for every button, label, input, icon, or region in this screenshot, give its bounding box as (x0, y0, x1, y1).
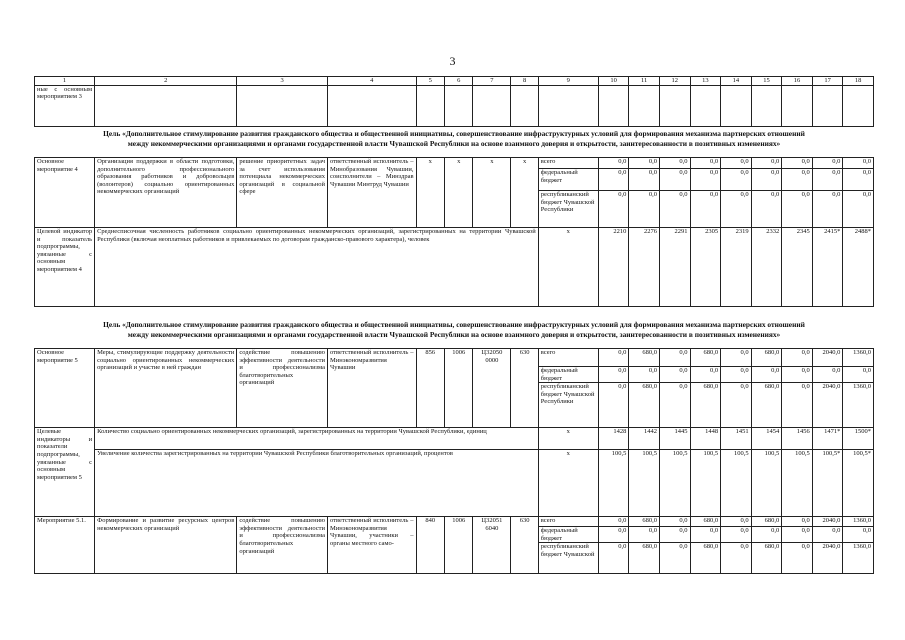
indicator-value: 100,5 (598, 450, 629, 517)
column-number-8: 8 (511, 77, 538, 86)
indicator-value: 2415* (812, 228, 843, 307)
indicator-value: 1442 (629, 428, 660, 450)
funding-value: 0,0 (721, 543, 752, 574)
m51-executor: ответственный исполнитель – Минэкономразвития Чувашии, участники – органы местного само- (328, 517, 417, 574)
funding-value: 680,0 (751, 543, 782, 574)
om5-description: Меры, стимулирующие поддержку деятельности социально ориентированных некоммерческих организаций и участие в ней граждан (95, 349, 237, 428)
indicator-x: x (538, 228, 598, 307)
funding-value: 0,0 (843, 191, 874, 228)
empty-cell (511, 85, 538, 126)
funding-value: 0,0 (782, 367, 813, 383)
program-table-part1 (34, 76, 874, 127)
funding-value: 0,0 (782, 543, 813, 574)
indicator-value: 100,5* (843, 450, 874, 517)
column-number-3: 3 (237, 77, 328, 86)
funding-value: 1360,0 (843, 349, 874, 367)
funding-value: 0,0 (843, 367, 874, 383)
funding-value: 0,0 (812, 367, 843, 383)
om4-result: решение приоритетных задач за счет использования потенциала некоммерческих организаций в социальной сфере (237, 158, 328, 228)
funding-value: 0,0 (721, 349, 752, 367)
funding-value: 0,0 (843, 169, 874, 191)
indicator-value: 2488* (843, 228, 874, 307)
funding-value: 0,0 (598, 517, 629, 527)
program-table-part3 (34, 348, 874, 574)
indicator-value: 1445 (659, 428, 690, 450)
funding-value: 1360,0 (843, 383, 874, 428)
program-table-part2 (34, 157, 874, 307)
funding-value: 0,0 (690, 158, 721, 169)
funding-value: 680,0 (690, 349, 721, 367)
funding-value: 0,0 (751, 158, 782, 169)
om5-code-2: 1006 (444, 349, 472, 428)
funding-source: республиканский бюджет Чувашской Республики (538, 383, 598, 428)
empty-cell (416, 85, 444, 126)
m51-code-2: 1006 (444, 517, 472, 574)
section-goal-title-2 (34, 320, 874, 340)
funding-value: 0,0 (598, 527, 629, 543)
m51-description: Формирование и развитие ресурсных центров некоммерческих организаций (95, 517, 237, 574)
funding-value: 0,0 (690, 367, 721, 383)
funding-value: 2040,0 (812, 543, 843, 574)
funding-value: 0,0 (812, 169, 843, 191)
funding-value: 680,0 (690, 517, 721, 527)
column-number-6: 6 (444, 77, 472, 86)
funding-value: 680,0 (629, 349, 660, 367)
m51-name: Мероприятие 5.1. (35, 517, 95, 574)
indicator-value: 2345 (782, 228, 813, 307)
funding-value: 680,0 (629, 543, 660, 574)
empty-cell (598, 85, 629, 126)
column-number-2: 2 (95, 77, 237, 86)
om4-code-1: x (416, 158, 444, 228)
funding-value: 0,0 (629, 527, 660, 543)
indicator-text: Среднесписочная численность работников социально ориентированных некоммерческих организаций, зарегистрированных на территории Чувашской Республики (включая неоплатных работников и привлекаемых по договорам гражданско-правового характера), человек (95, 228, 539, 307)
indicator-value: 1448 (690, 428, 721, 450)
column-number-14: 14 (721, 77, 752, 86)
indicator-value: 1454 (751, 428, 782, 450)
indicator-value: 1500* (843, 428, 874, 450)
indicator-value: 2305 (690, 228, 721, 307)
continuation-label: ные с основным мероприятием 3 (35, 85, 95, 126)
funding-value: 0,0 (598, 158, 629, 169)
om4-row (35, 158, 874, 169)
m51-code-1: 840 (416, 517, 444, 574)
funding-source: республиканский бюджет Чувашской (538, 543, 598, 574)
indicator-value: 2210 (598, 228, 629, 307)
om5-code-1: 856 (416, 349, 444, 428)
funding-source: федеральный бюджет (538, 169, 598, 191)
m51-code-3: Ц32051 6040 (473, 517, 511, 574)
om5-name: Основное мероприятие 5 (35, 349, 95, 428)
indicator-row (35, 450, 874, 517)
goal-title-line1: Цель «Дополнительное стимулирование развития гражданского общества и общественной инициативы, совершенствование инфраструктурных условий для формирования механизма партнерских отношений (103, 320, 805, 329)
funding-value: 0,0 (751, 169, 782, 191)
indicator-value: 100,5 (782, 450, 813, 517)
funding-value: 0,0 (812, 158, 843, 169)
column-number-11: 11 (629, 77, 660, 86)
funding-source: федеральный бюджет (538, 367, 598, 383)
funding-value: 0,0 (690, 169, 721, 191)
funding-value: 0,0 (782, 191, 813, 228)
column-number-15: 15 (751, 77, 782, 86)
funding-value: 0,0 (659, 349, 690, 367)
funding-value: 0,0 (782, 527, 813, 543)
funding-value: 0,0 (629, 191, 660, 228)
funding-source: всего (538, 517, 598, 527)
empty-cell (690, 85, 721, 126)
indicator-value: 2276 (629, 228, 660, 307)
funding-value: 0,0 (843, 158, 874, 169)
funding-value: 0,0 (659, 169, 690, 191)
funding-value: 0,0 (659, 367, 690, 383)
column-number-17: 17 (812, 77, 843, 86)
indicator-row (35, 228, 874, 307)
funding-value: 680,0 (690, 383, 721, 428)
indicator-value: 1456 (782, 428, 813, 450)
empty-cell (812, 85, 843, 126)
funding-value: 0,0 (629, 169, 660, 191)
indicator-label: Целевой индикатор и показатель подпрограммы, увязанные с основным мероприятием 4 (35, 228, 95, 307)
indicator-value: 100,5* (812, 450, 843, 517)
indicator-value: 2332 (751, 228, 782, 307)
funding-value: 0,0 (721, 517, 752, 527)
funding-value: 0,0 (721, 191, 752, 228)
funding-value: 0,0 (659, 527, 690, 543)
goal-title-line2: между некоммерческими организациями и органами государственной власти Чувашской Республики на основе взаимного доверия и открытости, заинтересованности в позитивных изменениях» (127, 139, 781, 148)
column-number-13: 13 (690, 77, 721, 86)
funding-value: 0,0 (751, 191, 782, 228)
funding-value: 0,0 (782, 169, 813, 191)
funding-value: 0,0 (721, 527, 752, 543)
funding-value: 680,0 (751, 349, 782, 367)
funding-value: 0,0 (598, 349, 629, 367)
om4-code-4: x (511, 158, 538, 228)
funding-source: федеральный бюджет (538, 527, 598, 543)
funding-value: 680,0 (629, 383, 660, 428)
column-number-10: 10 (598, 77, 629, 86)
funding-value: 1360,0 (843, 543, 874, 574)
funding-value: 680,0 (629, 517, 660, 527)
funding-value: 0,0 (659, 543, 690, 574)
m51-code-4: 630 (511, 517, 538, 574)
om4-description: Организация поддержки в области подготовки, дополнительного профессионального образования работников и добровольцев (волонтеров) социально ориентированных некоммерческих организаций (95, 158, 237, 228)
funding-value: 0,0 (812, 527, 843, 543)
funding-value: 0,0 (690, 191, 721, 228)
empty-cell (659, 85, 690, 126)
funding-value: 0,0 (598, 543, 629, 574)
empty-cell (328, 85, 417, 126)
funding-value: 0,0 (751, 367, 782, 383)
continuation-row (35, 85, 874, 126)
indicator-value: 100,5 (751, 450, 782, 517)
column-number-9: 9 (538, 77, 598, 86)
funding-value: 0,0 (721, 169, 752, 191)
funding-value: 0,0 (782, 349, 813, 367)
goal-title-line1: Цель «Дополнительное стимулирование развития гражданского общества и общественной инициативы, совершенствование инфраструктурных условий для формирования механизма партнерских отношений (103, 129, 805, 138)
empty-cell (473, 85, 511, 126)
funding-value: 680,0 (751, 383, 782, 428)
funding-value: 0,0 (721, 367, 752, 383)
funding-source: всего (538, 158, 598, 169)
funding-value: 0,0 (598, 169, 629, 191)
column-number-7: 7 (473, 77, 511, 86)
indicator-text: Количество социально ориентированных некоммерческих организаций, зарегистрированных на территории Чувашской Республики, единиц (95, 428, 539, 450)
column-number-12: 12 (659, 77, 690, 86)
indicator-value: 1471* (812, 428, 843, 450)
funding-value: 0,0 (598, 383, 629, 428)
header-row (35, 77, 874, 86)
column-number-4: 4 (328, 77, 417, 86)
om4-code-3: x (473, 158, 511, 228)
indicator-value: 100,5 (721, 450, 752, 517)
funding-value: 0,0 (659, 158, 690, 169)
funding-value: 1360,0 (843, 517, 874, 527)
funding-value: 0,0 (782, 158, 813, 169)
indicator-text: Увеличение количества зарегистрированных на территории Чувашской Республики благотворительных организаций, процентов (95, 450, 539, 517)
funding-value: 0,0 (598, 367, 629, 383)
funding-value: 0,0 (690, 527, 721, 543)
funding-value: 0,0 (721, 158, 752, 169)
funding-value: 0,0 (843, 527, 874, 543)
column-number-5: 5 (416, 77, 444, 86)
funding-value: 680,0 (751, 517, 782, 527)
funding-value: 0,0 (629, 158, 660, 169)
om4-name: Основное мероприятие 4 (35, 158, 95, 228)
indicator-value: 1428 (598, 428, 629, 450)
om4-executor: ответственный исполнитель – Минобразования Чувашии, соисполнители – Минздрав Чувашии Минтруд Чувашии (328, 158, 417, 228)
m51-result: содействие повышению эффективности деятельности и профессионализма благотворительных организаций (237, 517, 328, 574)
funding-value: 0,0 (659, 383, 690, 428)
om5-code-3: Ц32050 0000 (473, 349, 511, 428)
page-number: 3 (449, 54, 456, 68)
goal-title-line2: между некоммерческими организациями и органами государственной власти Чувашской Республики на основе взаимного доверия и открытости, заинтересованности в позитивных изменениях» (127, 330, 781, 339)
empty-cell (721, 85, 752, 126)
funding-source: республиканский бюджет Чувашской Республики (538, 191, 598, 228)
indicator-value: 100,5 (629, 450, 660, 517)
empty-cell (629, 85, 660, 126)
indicator-row (35, 428, 874, 450)
empty-cell (444, 85, 472, 126)
funding-value: 2040,0 (812, 517, 843, 527)
m51-row (35, 517, 874, 527)
indicator-value: 1451 (721, 428, 752, 450)
column-number-1: 1 (35, 77, 95, 86)
indicator-label: Целевые индикаторы и показатели подпрограммы, увязанные с основным мероприятием 5 (35, 428, 95, 517)
funding-value: 0,0 (659, 191, 690, 228)
empty-cell (751, 85, 782, 126)
funding-value: 0,0 (751, 527, 782, 543)
indicator-x: x (538, 428, 598, 450)
om5-code-4: 630 (511, 349, 538, 428)
section-goal-title-1 (34, 129, 874, 149)
empty-cell (237, 85, 328, 126)
empty-cell (95, 85, 237, 126)
funding-value: 2040,0 (812, 349, 843, 367)
empty-cell (843, 85, 874, 126)
funding-value: 0,0 (721, 383, 752, 428)
indicator-value: 100,5 (659, 450, 690, 517)
funding-value: 0,0 (629, 367, 660, 383)
indicator-x: x (538, 450, 598, 517)
om5-row (35, 349, 874, 367)
om5-result: содействие повышению эффективности деятельности и профессионализма благотворительных организаций (237, 349, 328, 428)
column-number-18: 18 (843, 77, 874, 86)
funding-value: 0,0 (659, 517, 690, 527)
indicator-value: 100,5 (690, 450, 721, 517)
indicator-value: 2291 (659, 228, 690, 307)
om5-executor: ответственный исполнитель – Минэкономразвития Чувашии (328, 349, 417, 428)
empty-cell (538, 85, 598, 126)
om4-code-2: x (444, 158, 472, 228)
funding-value: 0,0 (782, 517, 813, 527)
funding-value: 2040,0 (812, 383, 843, 428)
funding-source: всего (538, 349, 598, 367)
funding-value: 0,0 (812, 191, 843, 228)
funding-value: 680,0 (690, 543, 721, 574)
funding-value: 0,0 (598, 191, 629, 228)
indicator-value: 2319 (721, 228, 752, 307)
empty-cell (782, 85, 813, 126)
funding-value: 0,0 (782, 383, 813, 428)
column-number-16: 16 (782, 77, 813, 86)
